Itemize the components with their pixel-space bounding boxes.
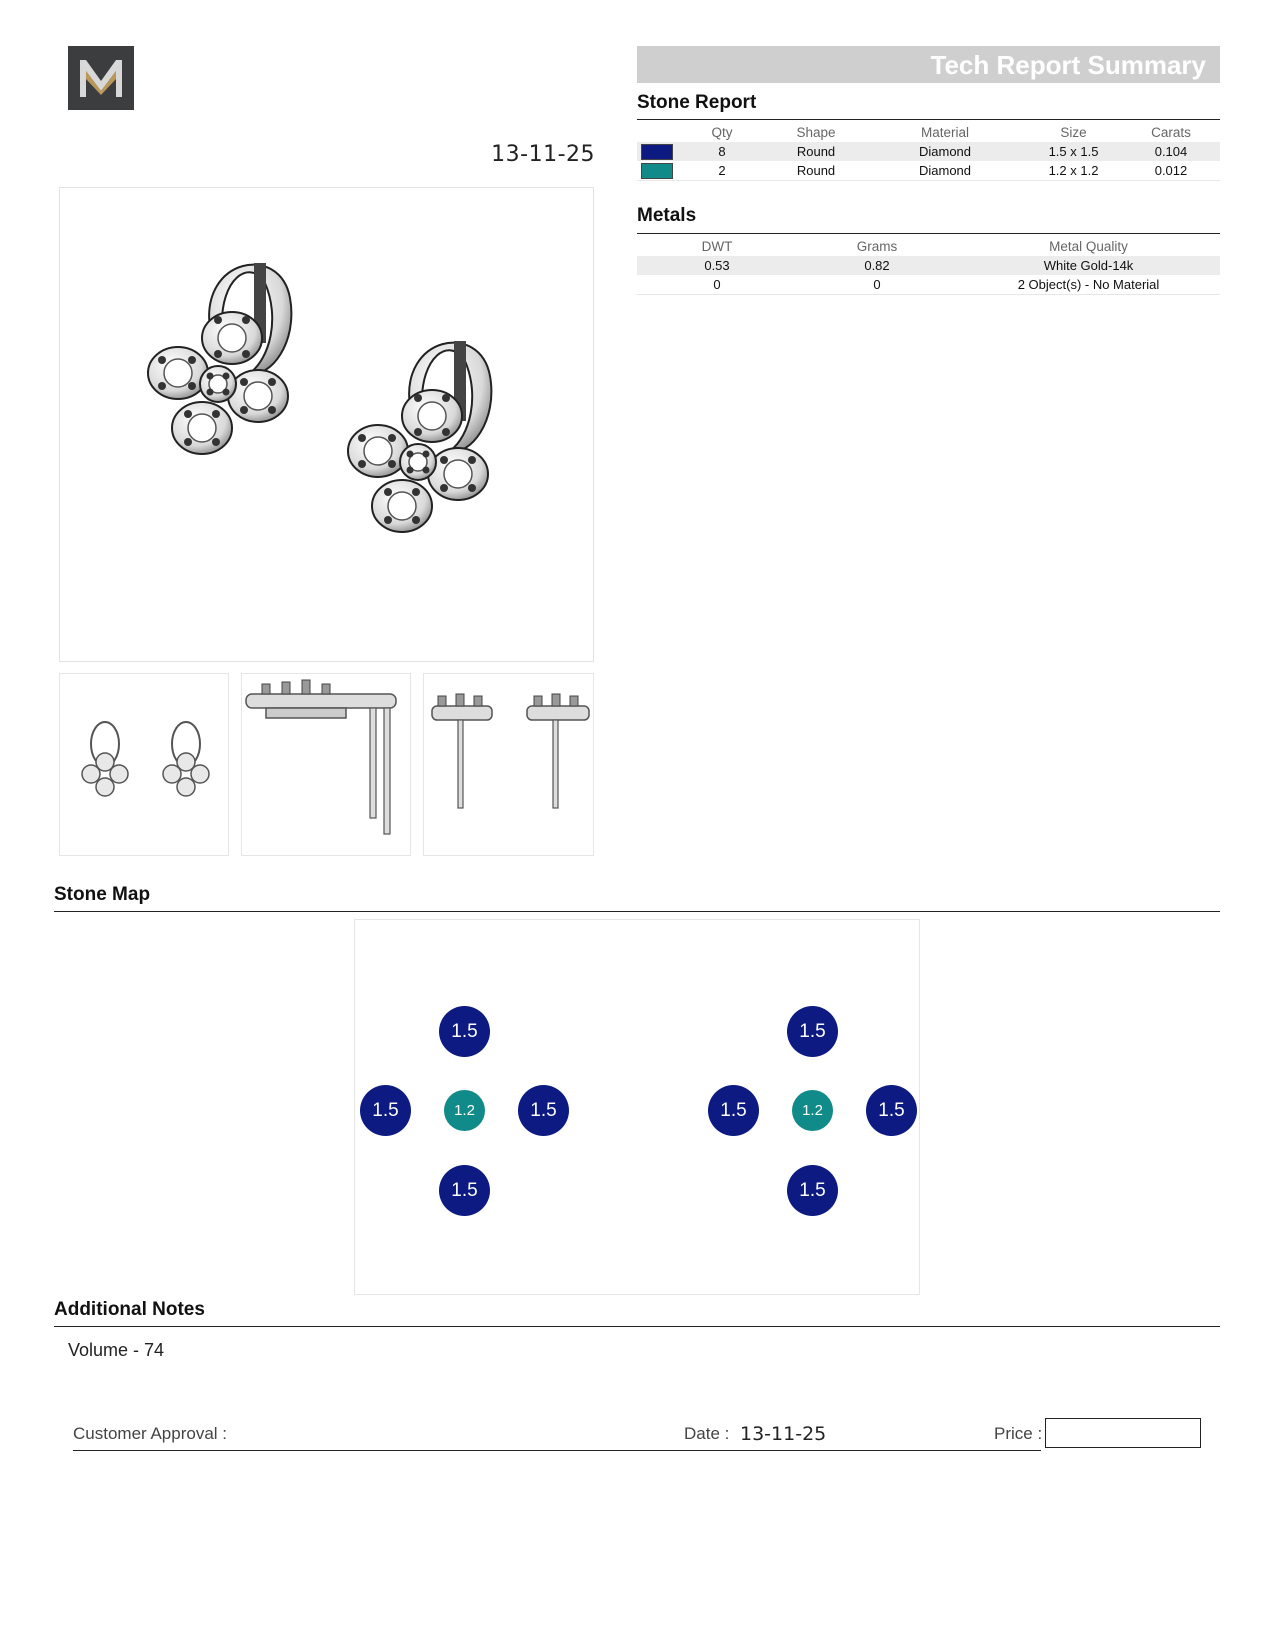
column-header-carats: Carats (1151, 124, 1191, 140)
report-header (637, 46, 1220, 83)
grams-cell: 0 (797, 275, 957, 295)
column-header-material: Material (920, 124, 969, 140)
report-date: 13-11-25 (491, 142, 595, 167)
table-row (637, 161, 1220, 181)
price-field[interactable] (1045, 1418, 1201, 1448)
size-cell: 1.5 x 1.5 (1025, 142, 1122, 161)
shape-cell: Round (767, 142, 865, 161)
metals-divider (637, 233, 1220, 234)
notes-text: Volume - 74 (68, 1340, 165, 1360)
approval-signature-line (73, 1450, 1041, 1451)
stone-marker-small: 1.2 (792, 1090, 833, 1131)
stone-map-title: Stone Map (54, 884, 151, 905)
carats-cell: 0.012 (1122, 161, 1220, 181)
stone-marker-small: 1.2 (444, 1090, 485, 1131)
qty-cell: 8 (677, 142, 767, 161)
column-header-shape: Shape (796, 124, 836, 140)
shape-cell: Round (767, 161, 865, 181)
table-row (637, 256, 1220, 275)
column-header-metal-quality: Metal Quality (1049, 238, 1128, 254)
stone-marker-large: 1.5 (360, 1085, 411, 1136)
stone-report-divider (637, 119, 1220, 120)
product-thumbnail-front[interactable] (59, 673, 229, 856)
stone-marker-large: 1.5 (787, 1165, 838, 1216)
qty-cell: 2 (677, 161, 767, 181)
stone-marker-large: 1.5 (787, 1006, 838, 1057)
material-cell: Diamond (865, 161, 1025, 181)
stone-report-title: Stone Report (637, 92, 757, 113)
table-row (637, 142, 1220, 161)
additional-notes-title: Additional Notes (54, 1299, 205, 1320)
product-render-main (59, 187, 594, 662)
stone-report-table (637, 122, 1220, 181)
stone-color-swatch (641, 163, 673, 179)
table-header-row (637, 122, 1220, 142)
column-header-qty: Qty (711, 124, 733, 140)
dwt-cell: 0.53 (637, 256, 797, 275)
carats-cell: 0.104 (1122, 142, 1220, 161)
stone-map-divider (54, 911, 1220, 912)
notes-divider (54, 1326, 1220, 1327)
customer-approval-label: Customer Approval : (73, 1424, 228, 1443)
report-title: Tech Report Summary (930, 50, 1206, 80)
approval-date-value: 13-11-25 (740, 1423, 827, 1445)
column-header-dwt: DWT (701, 238, 733, 254)
metal-quality-cell: 2 Object(s) - No Material (957, 275, 1220, 295)
metals-table (637, 236, 1220, 295)
dwt-cell: 0 (637, 275, 797, 295)
stone-marker-large: 1.5 (866, 1085, 917, 1136)
stone-marker-large: 1.5 (518, 1085, 569, 1136)
grams-cell: 0.82 (797, 256, 957, 275)
logo-m-icon (76, 57, 126, 99)
approval-date-label: Date : (684, 1424, 730, 1443)
price-label: Price : (994, 1424, 1043, 1443)
company-logo (68, 46, 134, 110)
column-header-size: Size (1060, 124, 1087, 140)
stone-map-diagram (354, 919, 920, 1295)
stone-marker-large: 1.5 (439, 1006, 490, 1057)
table-header-row (637, 236, 1220, 256)
size-cell: 1.2 x 1.2 (1025, 161, 1122, 181)
metals-title: Metals (637, 205, 697, 226)
material-cell: Diamond (865, 142, 1025, 161)
column-header-grams: Grams (856, 238, 898, 254)
stone-color-swatch (641, 144, 673, 160)
product-thumbnail-views[interactable] (423, 673, 594, 856)
product-thumbnail-side[interactable] (241, 673, 411, 856)
stone-marker-large: 1.5 (708, 1085, 759, 1136)
metal-quality-cell: White Gold-14k (957, 256, 1220, 275)
table-row (637, 275, 1220, 295)
stone-marker-large: 1.5 (439, 1165, 490, 1216)
